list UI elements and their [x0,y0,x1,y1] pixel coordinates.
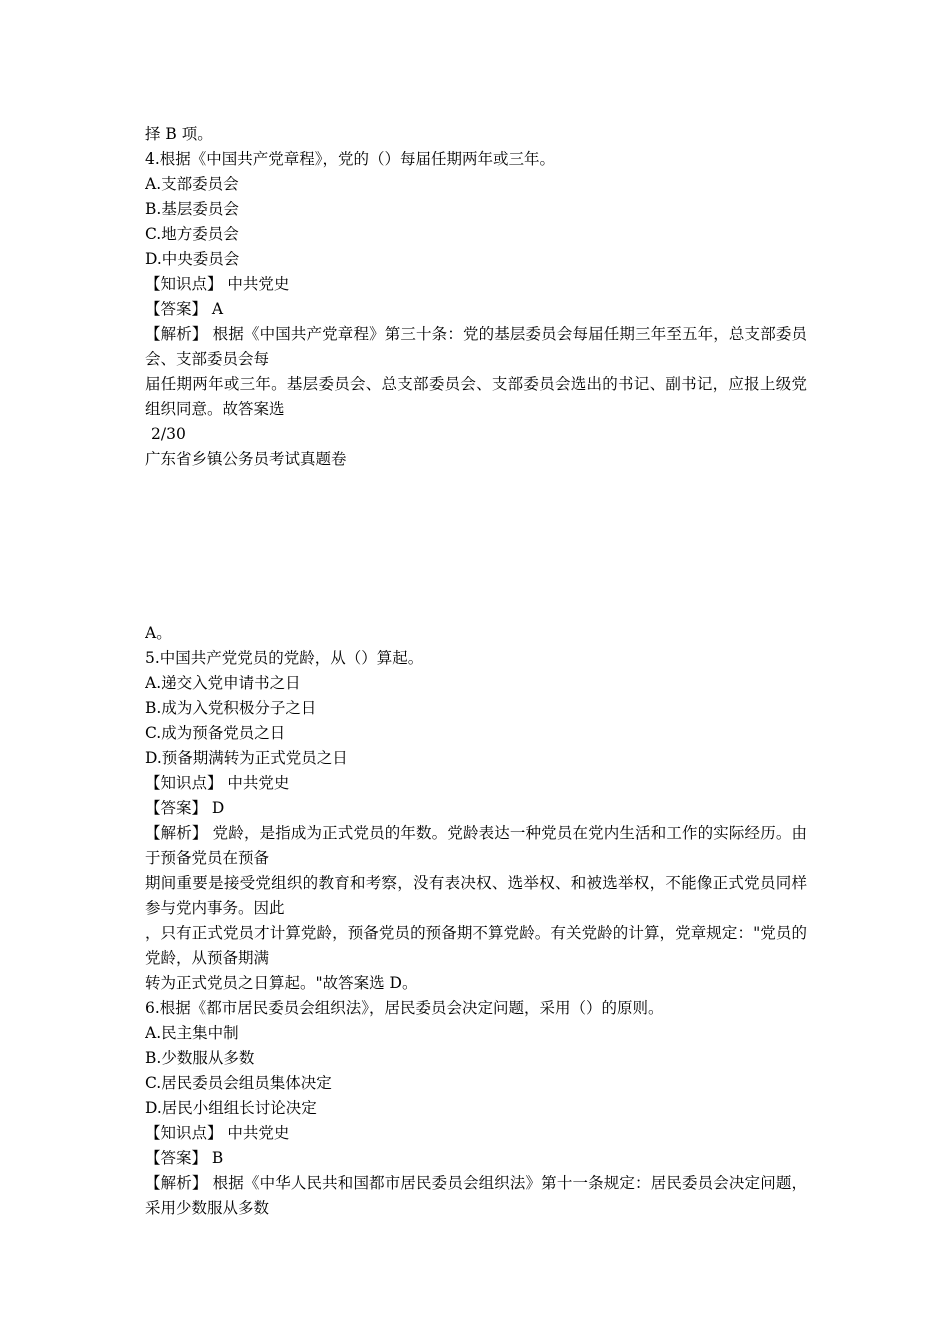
analysis-paragraph: 【解析】 党龄，是指成为正式党员的年数。党龄表达一种党员在党内生活和工作的实际经历。由于预备党员在预备 [145,824,807,867]
analysis-paragraph: 期间重要是接受党组织的教育和考察，没有表决权、选举权、和被选举权，不能像正式党员同样参与党内事务。因此 [145,874,807,917]
option-b: B.成为入党积极分子之日 [145,699,317,717]
analysis-paragraph: ，只有正式党员才计算党龄，预备党员的预备期不算党龄。有关党龄的计算，党章规定："党员的党龄，从预备期满 [145,924,807,967]
answer: 【答案】 A [145,300,224,318]
question-4: 4.根据《中国共产党章程》，党的（）每届任期两年或三年。 [145,150,556,168]
option-a: A.递交入党申请书之日 [145,674,301,692]
option-d: D.中央委员会 [145,250,240,268]
option-d: D.居民小组组长讨论决定 [145,1099,317,1117]
bottom-section [145,621,807,1221]
document-title: 广东省乡镇公务员考试真题卷 [145,450,347,468]
option-d: D.预备期满转为正式党员之日 [145,749,348,767]
top-section [145,122,807,472]
option-c: C.居民委员会组员集体决定 [145,1074,332,1092]
option-b: B.少数服从多数 [145,1049,255,1067]
answer: 【答案】 D [145,799,225,817]
analysis-paragraph: 【解析】 根据《中国共产党章程》第三十条：党的基层委员会每届任期三年至五年，总支部委员会、支部委员会每 [145,325,807,368]
option-a: A.民主集中制 [145,1024,239,1042]
question-6: 6.根据《都市居民委员会组织法》，居民委员会决定问题，采用（）的原则。 [145,999,664,1017]
analysis-paragraph: 转为正式党员之日算起。"故答案选 D。 [145,974,418,992]
text-line: A。 [145,624,172,642]
knowledge-point: 【知识点】 中共党史 [145,275,290,293]
answer: 【答案】 B [145,1149,224,1167]
option-c: C.成为预备党员之日 [145,724,286,742]
knowledge-point: 【知识点】 中共党史 [145,774,290,792]
analysis-paragraph: 【解析】 根据《中华人民共和国都市居民委员会组织法》第十一条规定：居民委员会决定问题，采用少数服从多数 [145,1174,807,1217]
option-a: A.支部委员会 [145,175,239,193]
option-b: B.基层委员会 [145,200,239,218]
text-line: 择 B 项。 [145,125,213,143]
page-number: 2/30 [151,425,186,443]
option-c: C.地方委员会 [145,225,239,243]
question-5: 5.中国共产党党员的党龄，从（）算起。 [145,649,424,667]
analysis-paragraph: 届任期两年或三年。基层委员会、总支部委员会、支部委员会选出的书记、副书记，应报上级党组织同意。故答案选 [145,375,807,418]
knowledge-point: 【知识点】 中共党史 [145,1124,290,1142]
